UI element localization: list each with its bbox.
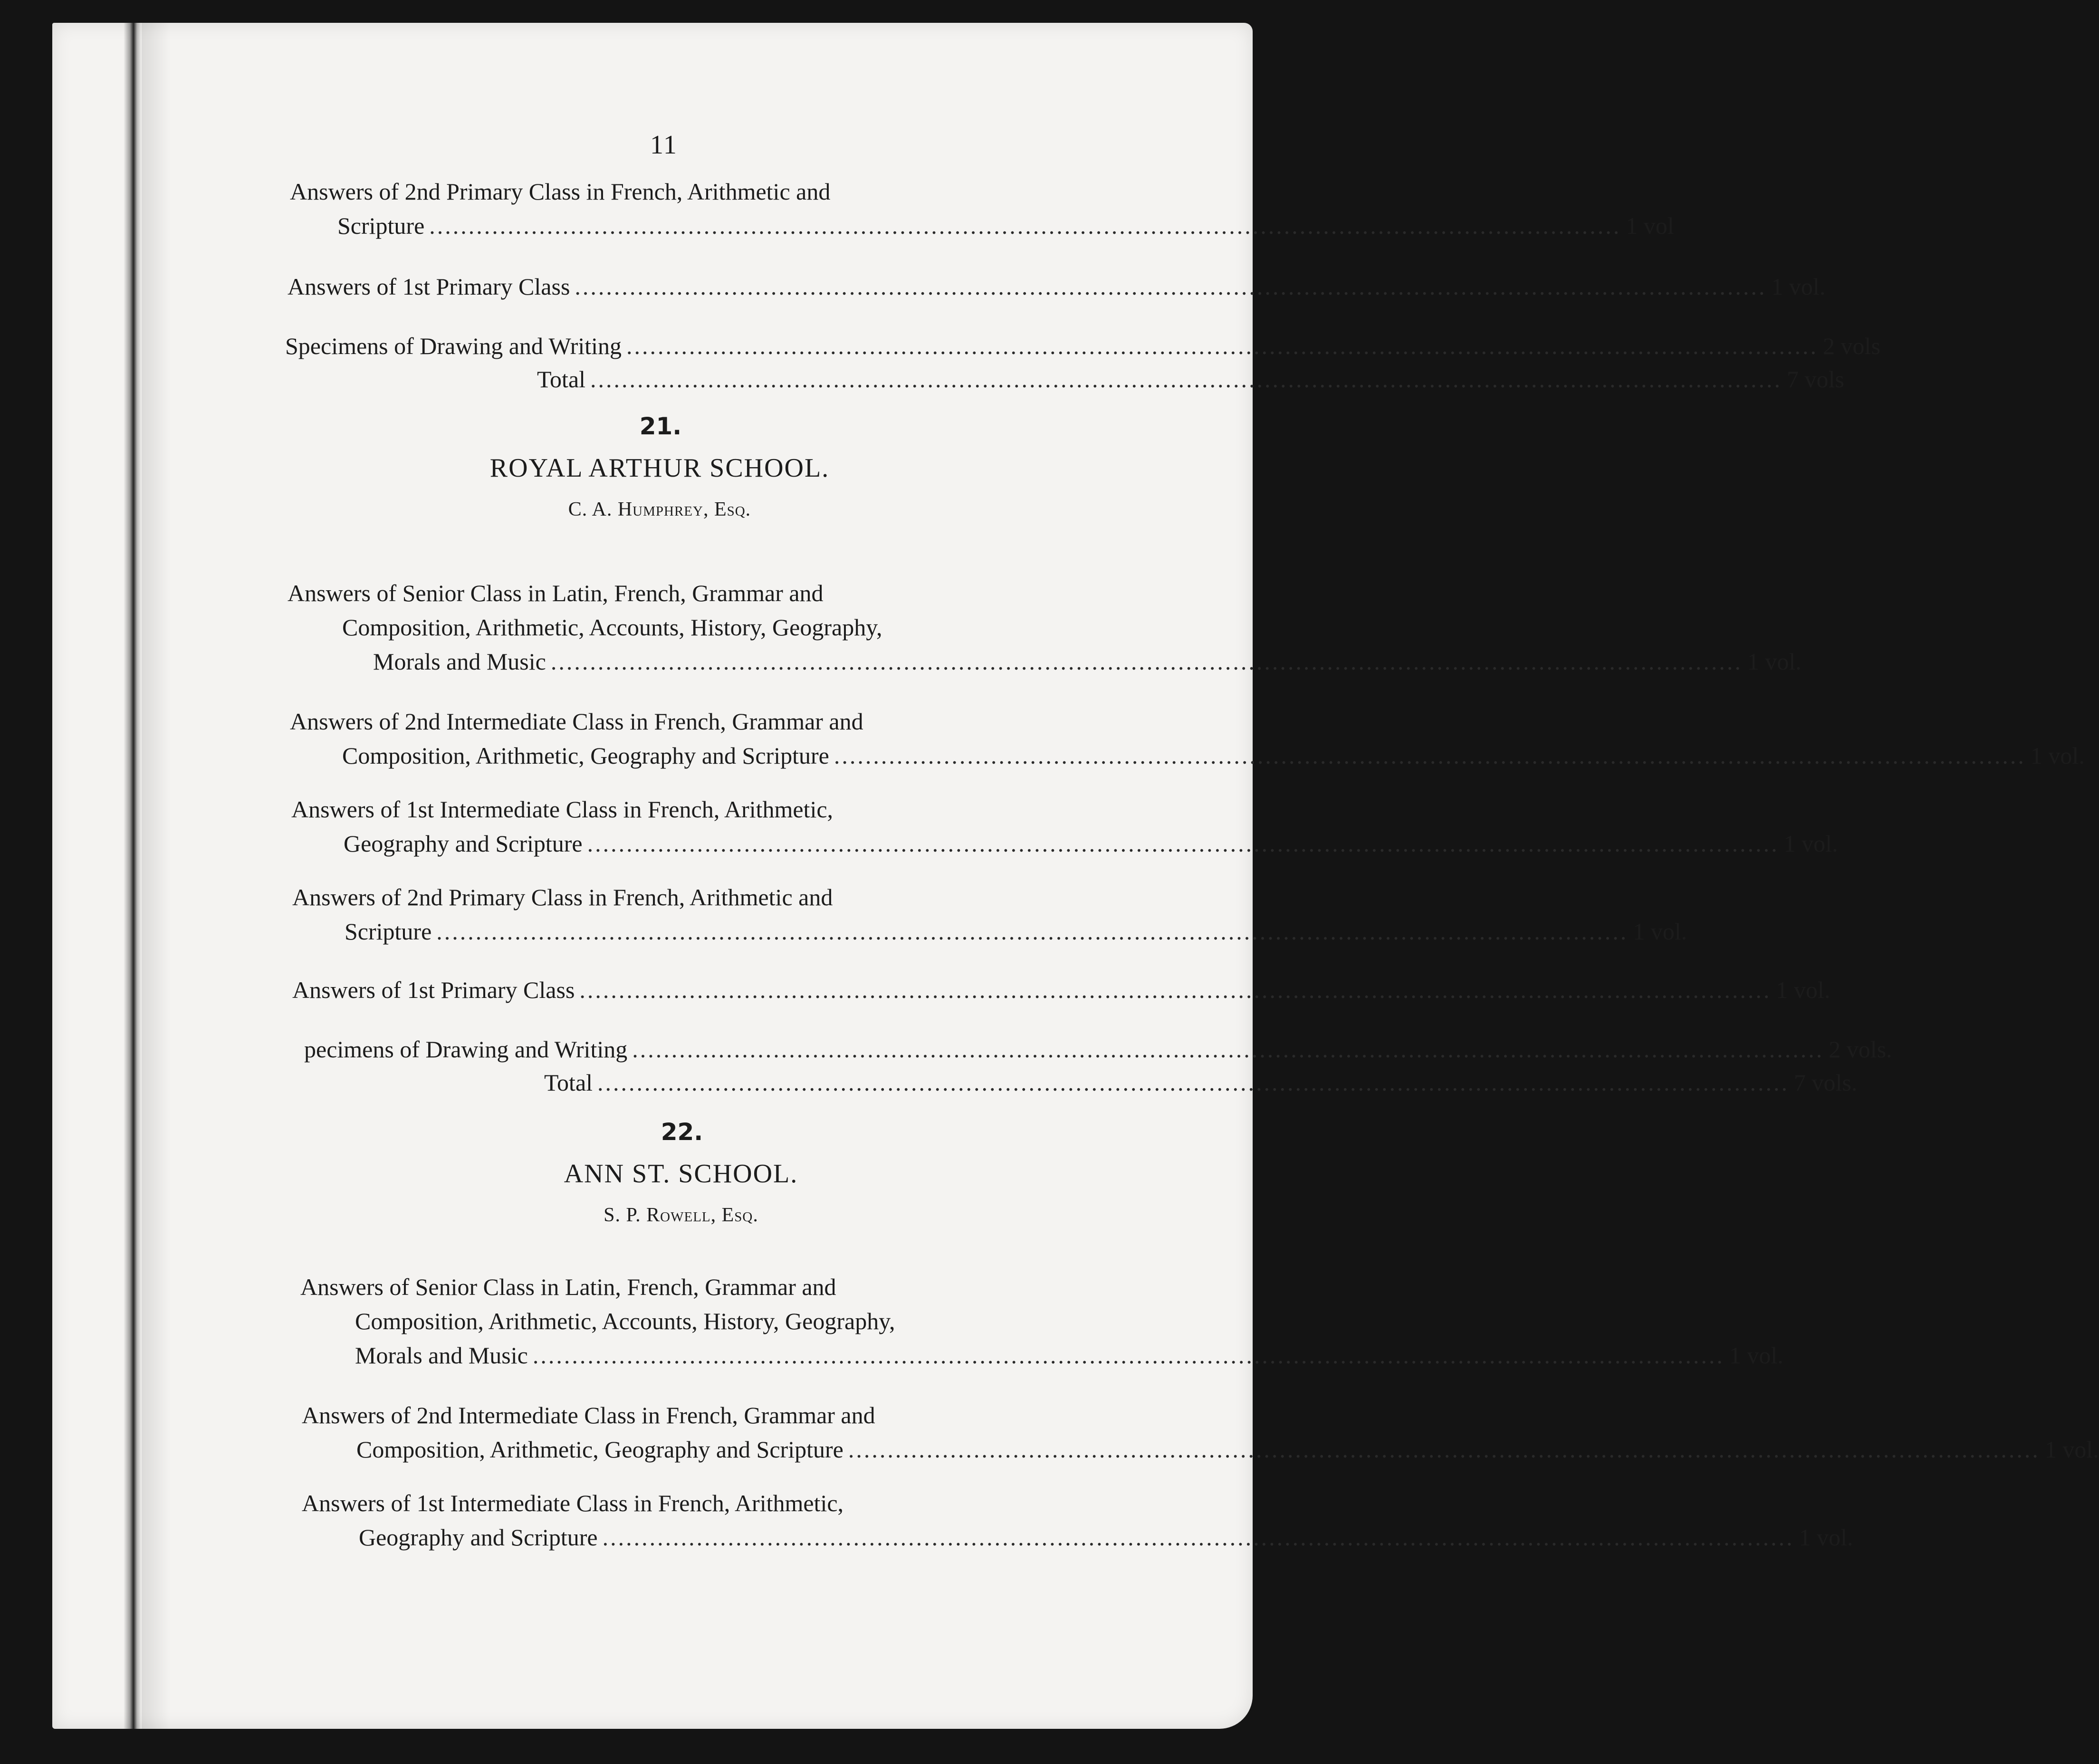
entry-line xyxy=(292,977,1831,1012)
list-item xyxy=(291,796,1838,866)
entry-line: Composition, Arithmetic, Accounts, History, Geography, xyxy=(355,1308,895,1334)
entry-text: Answers of 1st Primary Class xyxy=(288,273,570,300)
entry-quantity: 1 vol. xyxy=(1799,1524,1853,1551)
list-item xyxy=(302,1490,1853,1560)
entry-line xyxy=(292,918,1687,954)
list-item xyxy=(285,333,1880,368)
leader-dots: ........................................................................................................................................................ xyxy=(834,742,2026,769)
entry-line: Answers of 1st Intermediate Class in French, Arithmetic, xyxy=(291,796,834,823)
entry-quantity: 2 vols xyxy=(1823,333,1880,359)
entry-line: Answers of 2nd Primary Class in French, Arithmetic and xyxy=(292,884,833,911)
entry-text: Morals and Music xyxy=(355,1342,528,1369)
list-item xyxy=(288,273,1826,309)
entry-text: Total xyxy=(544,1069,593,1096)
list-item-total xyxy=(544,1069,1858,1105)
leader-dots: ........................................................................................................................................................ xyxy=(429,212,1621,239)
section-number: 21. xyxy=(639,412,682,440)
entry-text: Composition, Arithmetic, Geography and Scripture xyxy=(356,1436,843,1463)
entry-text: Total xyxy=(537,366,586,393)
leader-dots: ........................................................................................................................................................ xyxy=(587,830,1779,857)
principal-name: S. P. Rowell, Esq. xyxy=(604,1204,758,1226)
school-name: ANN ST. SCHOOL. xyxy=(564,1159,798,1189)
list-item xyxy=(292,977,1831,1012)
entry-text: Morals and Music xyxy=(373,648,546,675)
entry-quantity: 2 vols. xyxy=(1829,1036,1892,1063)
entry-quantity: 1 vol. xyxy=(2044,1436,2099,1463)
entry-quantity: 1 vol xyxy=(1626,212,1674,239)
entry-line xyxy=(302,1436,2099,1472)
entry-quantity: 7 vols xyxy=(1787,366,1844,393)
entry-line: Answers of 2nd Intermediate Class in French, Grammar and xyxy=(302,1402,875,1428)
leader-dots: ........................................................................................................................................................ xyxy=(590,366,1783,393)
leader-dots: ........................................................................................................................................................ xyxy=(626,333,1819,359)
list-item xyxy=(300,1274,1783,1378)
leader-dots: ........................................................................................................................................................ xyxy=(436,918,1629,945)
entry-text: Specimens of Drawing and Writing xyxy=(285,333,622,359)
leader-dots: ........................................................................................................................................................ xyxy=(632,1036,1824,1063)
school-name: ROYAL ARTHUR SCHOOL. xyxy=(489,453,830,483)
entry-quantity: 1 vol. xyxy=(2030,742,2085,769)
leader-dots: ........................................................................................................................................................ xyxy=(579,977,1772,1003)
leader-dots: ........................................................................................................................................................ xyxy=(575,273,1767,300)
entry-text: Composition, Arithmetic, Geography and Scripture xyxy=(342,742,829,769)
principal-name: C. A. Humphrey, Esq. xyxy=(568,499,751,520)
entry-line: Answers of 1st Intermediate Class in French, Arithmetic, xyxy=(302,1490,844,1516)
list-item xyxy=(292,884,1687,954)
leader-dots: ........................................................................................................................................................ xyxy=(597,1069,1790,1096)
list-item-total xyxy=(537,366,1844,402)
entry-quantity: 1 vol. xyxy=(1633,918,1687,945)
entry-text: Scripture xyxy=(345,918,432,945)
list-item xyxy=(290,178,1674,248)
entry-quantity: 1 vol. xyxy=(1747,648,1802,675)
entry-quantity: 1 vol. xyxy=(1783,830,1838,857)
entry-line xyxy=(290,742,2085,778)
entry-line xyxy=(304,1036,1892,1072)
gutter-shadow xyxy=(142,23,170,1729)
entry-line xyxy=(290,212,1674,248)
entry-quantity: 7 vols. xyxy=(1794,1069,1858,1096)
entry-text: pecimens of Drawing and Writing xyxy=(304,1036,628,1063)
book-page xyxy=(52,23,2099,1729)
entry-line xyxy=(300,1342,1783,1378)
book-spine-gutter xyxy=(124,23,142,1729)
entry-quantity: 1 vol. xyxy=(1776,977,1831,1003)
entry-line: Answers of 2nd Intermediate Class in French, Grammar and xyxy=(290,708,863,735)
entry-line xyxy=(288,648,1802,684)
list-item xyxy=(288,580,1802,684)
leader-dots: ........................................................................................................................................................ xyxy=(550,648,1743,675)
entry-line: Answers of 2nd Primary Class in French, Arithmetic and xyxy=(290,178,831,205)
entry-line: Answers of Senior Class in Latin, French, Grammar and xyxy=(288,580,824,606)
entry-text: Geography and Scripture xyxy=(359,1524,598,1551)
entry-line: Composition, Arithmetic, Accounts, History, Geography, xyxy=(342,614,882,641)
entry-quantity: 1 vol. xyxy=(1771,273,1826,300)
entry-line xyxy=(302,1524,1853,1560)
entry-text: Geography and Scripture xyxy=(344,830,583,857)
page-number: 11 xyxy=(650,130,678,160)
entry-line xyxy=(537,366,1844,402)
entry-line xyxy=(291,830,1838,866)
leader-dots: ........................................................................................................................................................ xyxy=(848,1436,2040,1463)
list-item xyxy=(290,708,2085,778)
entry-line xyxy=(285,333,1880,368)
list-item xyxy=(304,1036,1892,1072)
entry-line xyxy=(544,1069,1858,1105)
entry-quantity: 1 vol. xyxy=(1729,1342,1783,1369)
list-item xyxy=(302,1402,2099,1472)
entry-text: Answers of 1st Primary Class xyxy=(292,977,575,1003)
leader-dots: ........................................................................................................................................................ xyxy=(532,1342,1725,1369)
entry-line: Answers of Senior Class in Latin, French, Grammar and xyxy=(300,1274,836,1300)
entry-line xyxy=(288,273,1826,309)
section-number: 22. xyxy=(661,1118,703,1146)
entry-text: Scripture xyxy=(337,212,425,239)
leader-dots: ........................................................................................................................................................ xyxy=(602,1524,1794,1551)
